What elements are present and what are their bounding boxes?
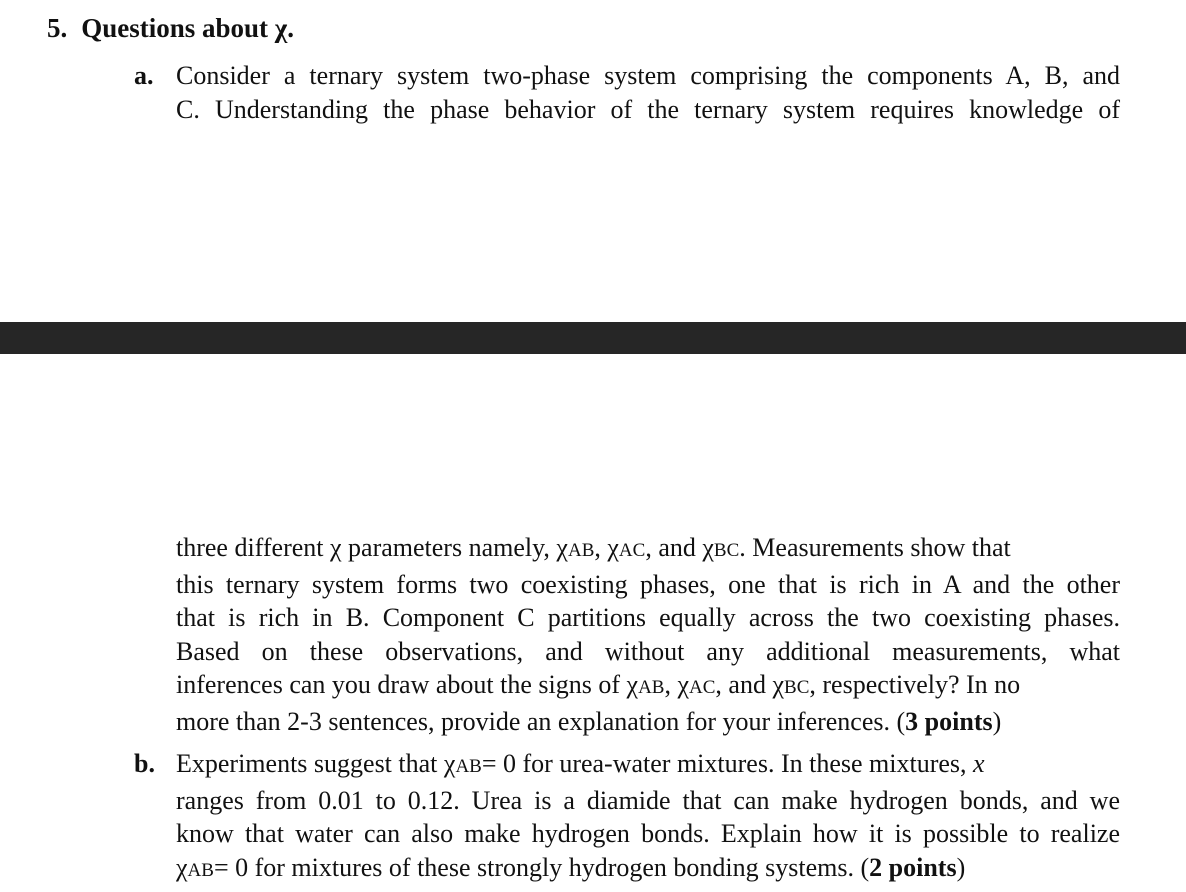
text-run: ) (956, 852, 966, 882)
chi-subscript: AB (455, 756, 482, 777)
part-a-line-8 (176, 705, 1120, 739)
chi-subscript: BC (713, 540, 740, 561)
text-run: = 0 for mixtures of these strongly hydrogen bonding systems. ( (213, 852, 870, 882)
part-a-intro (176, 59, 1120, 126)
text-run: more than 2-3 sentences, provide an explanation for your inferences. ( (176, 706, 906, 736)
part-b-line-1 (176, 747, 1120, 784)
text-run: , and χ (715, 670, 785, 699)
question-title: Questions about χ. (81, 13, 295, 43)
part-a-line-4: this ternary system forms two coexisting phases, one that is rich in A and the other (176, 569, 1120, 599)
part-a-line-1: Consider a ternary system two-phase system comprising the components A, B, and (176, 61, 1120, 90)
text-run: , respectively? In no (809, 670, 1021, 699)
part-b-line-3: know that water can also make hydrogen bonds. Explain how it is possible to realize (176, 819, 1120, 848)
variable-x: x (973, 749, 985, 778)
part-a-line-7 (176, 668, 1120, 705)
part-b-label: b. (134, 749, 155, 778)
part-a-line-5: that is rich in B. Component C partitions equally across the two coexisting phases. (176, 603, 1120, 632)
chi-subscript: AC (689, 677, 716, 698)
chi-subscript: BC (784, 677, 810, 698)
part-a-line-6: Based on these observations, and without any additional measurements, what (176, 636, 1120, 666)
text-run: . Measurements show that (739, 533, 1011, 562)
text-run: Experiments suggest that χ (176, 749, 456, 778)
text-run: , and χ (645, 533, 714, 562)
part-b-line-2: ranges from 0.01 to 0.12. Urea is a diamide that can make hydrogen bonds, and we (176, 785, 1120, 815)
part-b-line-4 (176, 851, 1120, 888)
chi-subscript: AB (567, 540, 595, 561)
part-a-line-3 (176, 531, 1120, 568)
text-run: = 0 for urea-water mixtures. In these mixtures, (481, 749, 974, 778)
text-run: inferences can you draw about the signs of χ (176, 670, 639, 699)
part-a-label: a. (134, 61, 154, 90)
part-a-body (176, 531, 1120, 738)
chi-subscript: AB (187, 859, 214, 881)
text-run: χ (176, 852, 188, 882)
text-run: ) (992, 706, 1002, 736)
text-run: , χ (594, 533, 619, 562)
chi-subscript: AB (638, 677, 665, 698)
part-a-line-2: C. Understanding the phase behavior of the ternary system requires knowledge of (176, 94, 1120, 124)
question-heading (47, 12, 294, 44)
part-b-body (176, 747, 1120, 887)
points-label: 3 points (905, 706, 993, 736)
points-label: 2 points (869, 852, 957, 882)
question-number: 5. (47, 13, 68, 43)
text-run: three different χ parameters namely, χ (176, 533, 568, 562)
chi-subscript: AC (618, 540, 646, 561)
text-run: , χ (664, 670, 690, 699)
redaction-bar (0, 322, 1186, 354)
